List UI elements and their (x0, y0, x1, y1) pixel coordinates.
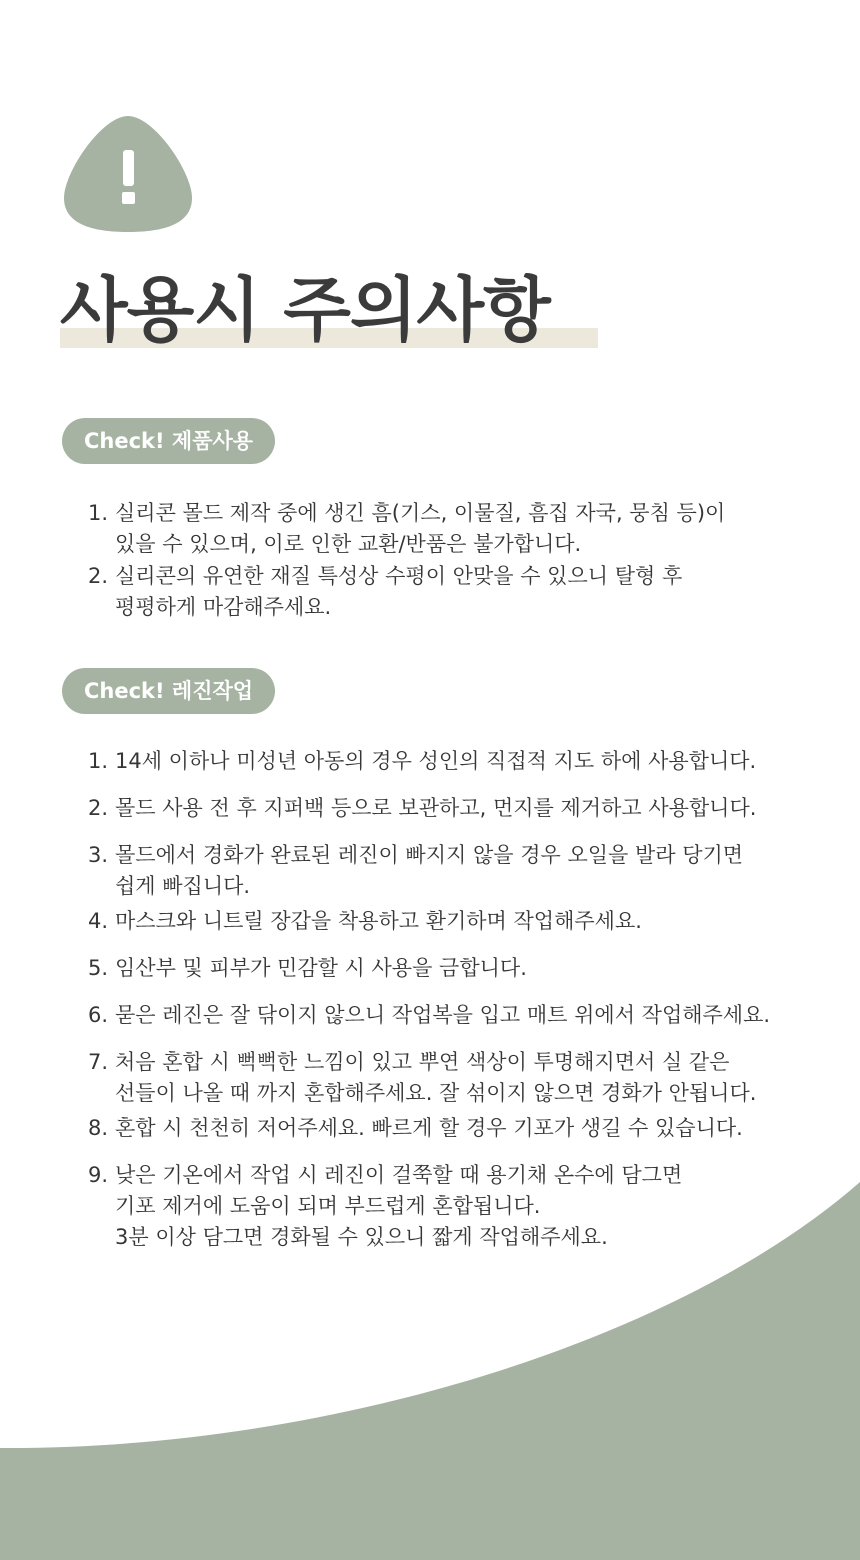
item-text (115, 793, 756, 824)
list-item (88, 498, 828, 560)
item-line: 3분 이상 담그면 경화될 수 있으니 짧게 작업해주세요. (115, 1225, 608, 1249)
item-number: 2. (88, 564, 109, 588)
list-item (88, 840, 828, 902)
page-title: 사용시 주의사항 (60, 269, 550, 351)
list-item (88, 793, 828, 824)
section-badge-resin-work: Check! 레진작업 (62, 668, 275, 714)
item-line: 묻은 레진은 잘 닦이지 않으니 작업복을 입고 매트 위에서 작업해주세요. (115, 1003, 771, 1027)
list-item (88, 906, 828, 937)
list-item (88, 561, 828, 623)
item-number: 8. (88, 1116, 109, 1140)
list-item (88, 1113, 828, 1144)
item-number: 1. (88, 501, 109, 525)
item-line: 마스크와 니트릴 장갑을 착용하고 환기하며 작업해주세요. (115, 909, 642, 933)
item-line: 실리콘 몰드 제작 중에 생긴 흠(기스, 이물질, 흠집 자국, 뭉침 등)이 (115, 501, 726, 525)
item-number: 4. (88, 909, 109, 933)
item-number: 3. (88, 843, 109, 867)
item-text (115, 840, 743, 902)
list-item (88, 1000, 828, 1031)
list-item (88, 1047, 828, 1109)
title-block (60, 268, 550, 352)
item-text (115, 1113, 743, 1144)
item-text (115, 1160, 682, 1253)
item-text (115, 746, 756, 777)
item-line: 몰드 사용 전 후 지퍼백 등으로 보관하고, 먼지를 제거하고 사용합니다. (115, 796, 757, 820)
section-badge-product-use: Check! 제품사용 (62, 418, 275, 464)
product-use-list (88, 498, 828, 623)
item-number: 1. (88, 749, 109, 773)
item-number: 6. (88, 1003, 109, 1027)
item-line: 선들이 나올 때 까지 혼합해주세요. 잘 섞이지 않으면 경화가 안됩니다. (115, 1081, 757, 1105)
item-text (115, 953, 527, 984)
item-number: 2. (88, 796, 109, 820)
item-number: 7. (88, 1050, 109, 1074)
item-line: 처음 혼합 시 뻑뻑한 느낌이 있고 뿌연 색상이 투명해지면서 실 같은 (115, 1050, 730, 1074)
item-line: 14세 이하나 미성년 아동의 경우 성인의 직접적 지도 하에 사용합니다. (115, 749, 757, 773)
item-text (115, 906, 642, 937)
list-item (88, 953, 828, 984)
item-line: 쉽게 빠집니다. (115, 874, 251, 898)
item-line: 몰드에서 경화가 완료된 레진이 빠지지 않을 경우 오일을 발라 당기면 (115, 843, 744, 867)
item-line: 실리콘의 유연한 재질 특성상 수평이 안맞을 수 있으니 탈형 후 (115, 564, 683, 588)
item-line: 낮은 기온에서 작업 시 레진이 걸쭉할 때 용기채 온수에 담그면 (115, 1163, 683, 1187)
list-item (88, 1160, 828, 1253)
item-line: 임산부 및 피부가 민감할 시 사용을 금합니다. (115, 956, 527, 980)
item-number: 9. (88, 1163, 109, 1187)
item-text (115, 561, 682, 623)
item-line: 평평하게 마감해주세요. (115, 595, 332, 619)
item-text (115, 498, 725, 560)
item-text (115, 1047, 756, 1109)
item-text (115, 1000, 770, 1031)
item-line: 있을 수 있으며, 이로 인한 교환/반품은 불가합니다. (115, 532, 582, 556)
item-line: 혼합 시 천천히 저어주세요. 빠르게 할 경우 기포가 생길 수 있습니다. (115, 1116, 743, 1140)
exclamation-icon (64, 116, 192, 232)
item-number: 5. (88, 956, 109, 980)
item-line: 기포 제거에 도움이 되며 부드럽게 혼합됩니다. (115, 1194, 541, 1218)
list-item (88, 746, 828, 777)
resin-work-list (88, 746, 828, 1269)
